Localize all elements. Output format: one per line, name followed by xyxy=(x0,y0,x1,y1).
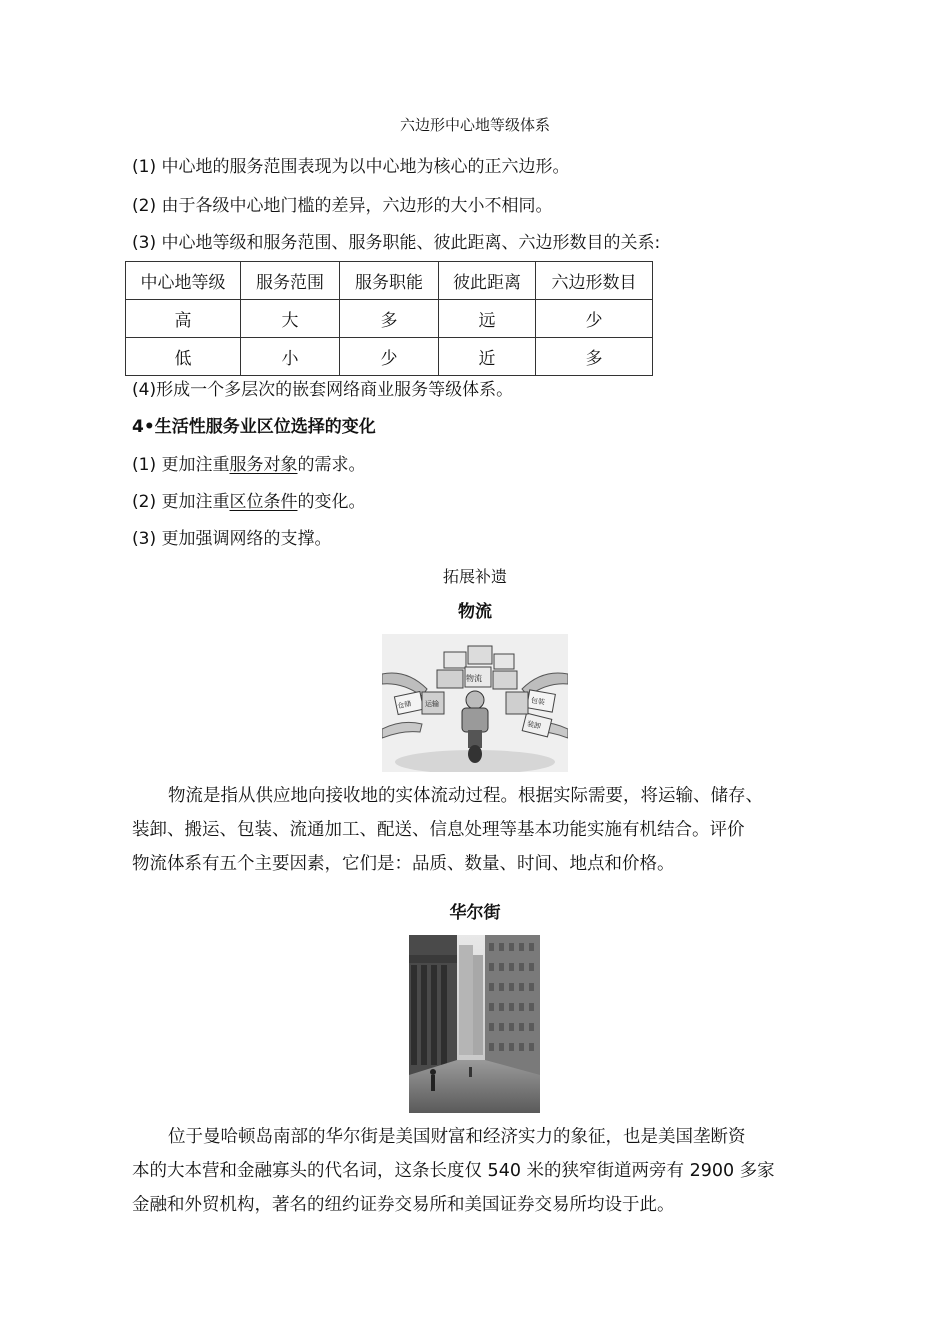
paragraph-line: 位于曼哈顿岛南部的华尔街是美国财富和经济实力的象征，也是美国垄断资 xyxy=(168,1127,746,1147)
point-4: (4)形成一个多层次的嵌套网络商业服务等级体系。 xyxy=(132,380,514,400)
logistics-label: 运输 xyxy=(425,700,439,708)
logistics-title: 物流 xyxy=(458,602,492,622)
table-header: 六边形数目 xyxy=(536,262,653,300)
change-prefix: (2) 更加注重 xyxy=(132,492,230,512)
change-suffix: 的变化。 xyxy=(297,492,366,512)
change-2 xyxy=(132,491,365,513)
paragraph-line: 物流是指从供应地向接收地的实体流动过程。根据实际需要，将运输、储存、 xyxy=(168,786,763,806)
change-underlined: 区位条件 xyxy=(229,492,298,512)
paragraph-line: 物流体系有五个主要因素，它们是：品质、数量、时间、地点和价格。 xyxy=(132,854,675,874)
table-header: 彼此距离 xyxy=(439,262,536,300)
logistics-label: 装卸 xyxy=(526,719,542,731)
change-1 xyxy=(132,454,365,476)
hierarchy-table xyxy=(125,261,653,376)
extension-label: 拓展补遗 xyxy=(442,567,507,586)
wallstreet-paragraph xyxy=(132,1120,822,1222)
logistics-label: 包装 xyxy=(530,696,546,707)
table-cell: 少 xyxy=(536,300,653,338)
table-cell: 多 xyxy=(340,300,439,338)
change-prefix: (1) 更加注重 xyxy=(132,455,230,475)
logistics-label: 物流 xyxy=(466,674,482,683)
table-cell: 少 xyxy=(340,338,439,376)
table-cell: 远 xyxy=(439,300,536,338)
table-header-row xyxy=(126,262,653,300)
logistics-illustration-svg xyxy=(382,634,568,772)
wallstreet-photo xyxy=(409,935,540,1113)
change-underlined: 服务对象 xyxy=(229,455,298,475)
section-title: 六边形中心地等级体系 xyxy=(399,116,550,134)
point-3: (3) 中心地等级和服务范围、服务职能、彼此距离、六边形数目的关系: xyxy=(132,233,661,253)
wallstreet-photo-svg xyxy=(409,935,540,1113)
table-cell: 高 xyxy=(126,300,241,338)
point-2: (2) 由于各级中心地门槛的差异，六边形的大小不相同。 xyxy=(132,196,553,216)
point-1: (1) 中心地的服务范围表现为以中心地为核心的正六边形。 xyxy=(132,157,570,177)
table-cell: 低 xyxy=(126,338,241,376)
logistics-paragraph xyxy=(132,779,822,881)
paragraph-line: 本的大本营和金融寡头的代名词，这条长度仅 540 米的狭窄街道两旁有 2900 多家 xyxy=(132,1161,775,1181)
table-cell: 大 xyxy=(241,300,340,338)
logistics-label: 仓储 xyxy=(396,699,412,711)
table-cell: 多 xyxy=(536,338,653,376)
table-row xyxy=(126,300,653,338)
wallstreet-title: 华尔街 xyxy=(449,903,501,923)
change-3 xyxy=(132,528,331,550)
table-header: 服务范围 xyxy=(241,262,340,300)
change-prefix: (3) 更加强调网络的支撑。 xyxy=(132,529,332,549)
change-suffix: 的需求。 xyxy=(297,455,366,475)
table-header: 中心地等级 xyxy=(126,262,241,300)
heading-4: 4•生活性服务业区位选择的变化 xyxy=(132,417,376,437)
paragraph-line: 金融和外贸机构，著名的纽约证券交易所和美国证券交易所均设于此。 xyxy=(132,1195,675,1215)
paragraph-line: 装卸、搬运、包装、流通加工、配送、信息处理等基本功能实施有机结合。评价 xyxy=(132,820,745,840)
table-cell: 小 xyxy=(241,338,340,376)
table-cell: 近 xyxy=(439,338,536,376)
table-header: 服务职能 xyxy=(340,262,439,300)
logistics-illustration xyxy=(382,634,568,772)
table-row xyxy=(126,338,653,376)
